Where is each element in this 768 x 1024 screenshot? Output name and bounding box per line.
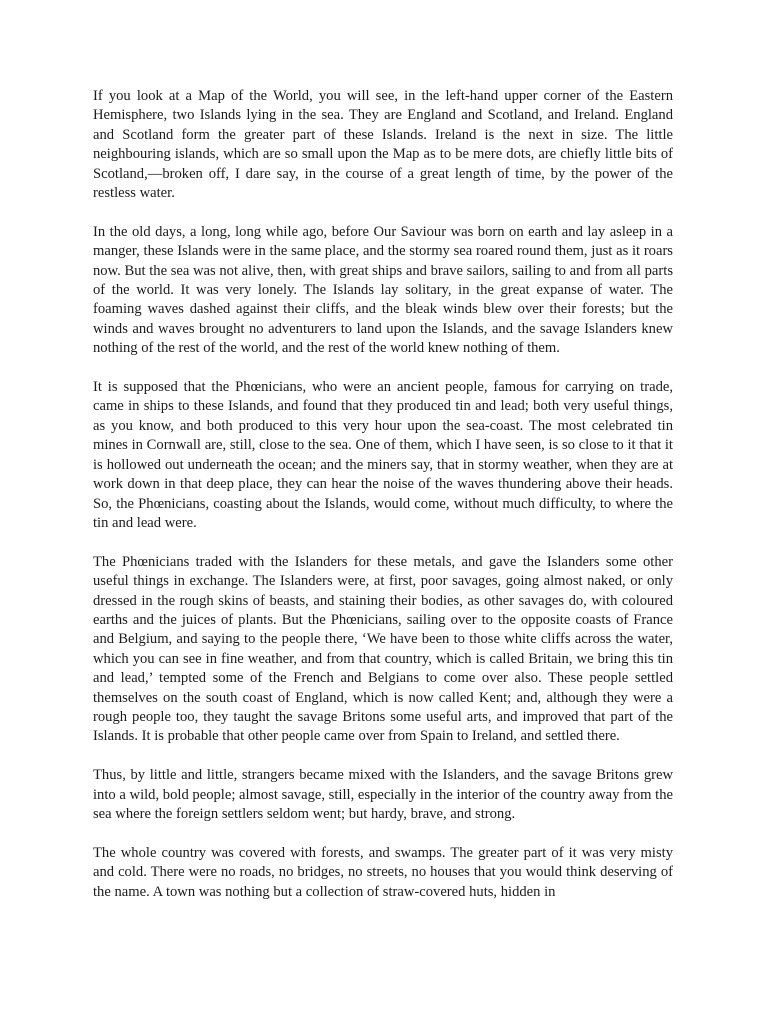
paragraph-map-of-world: If you look at a Map of the World, you will see, in the left-hand upper corner of the Eastern Hemisphere, two Islands lying in the sea. They are England and Scotland, and Ireland. England and Scotland form the greater part of these Islands. Ireland is the next in size. The little neighbouring islands, which are so small upon the Map as to be mere dots, are chiefly little bits of Scotland,—broken off, I dare say, in the course of a great length of time, by the power of the restless water. [93, 88, 673, 202]
document-page [93, 87, 673, 921]
paragraph-forests-swamps: The whole country was covered with forests, and swamps. The greater part of it was very misty and cold. There were no roads, no bridges, no streets, no houses that you would think deserving of the name. A town was nothing but a collection of straw-covered huts, hidden in [93, 844, 673, 900]
paragraph-phoenicians-trade: The Phœnicians traded with the Islanders for these metals, and gave the Islanders some other useful things in exchange. The Islanders were, at first, poor savages, going almost naked, or only dressed in the rough skins of beasts, and staining their bodies, as other savages do, with coloured earths and the juices of plants. But the Phœnicians, sailing over to the opposite coasts of France and Belgium, and saying to the people there, ‘We have been to those white cliffs across the water, which you can see in fine weather, and from that country, which is called Britain, we bring this tin and lead,’ tempted some of the French and Belgians to come over also. These people settled themselves on the south coast of England, which is now called Kent; and, although they were a rough people too, they taught the savage Britons some useful arts, and improved that part of the Islands. It is probable that other people came over from Spain to Ireland, and settled there. [93, 553, 673, 745]
paragraph-strangers-mixed: Thus, by little and little, strangers became mixed with the Islanders, and the savage Britons grew into a wild, bold people; almost savage, still, especially in the interior of the country away from the sea where the foreign settlers seldom went; but hardy, brave, and strong. [93, 767, 673, 822]
paragraph-old-days: In the old days, a long, long while ago, before Our Saviour was born on earth and lay asleep in a manger, these Islands were in the same place, and the stormy sea roared round them, just as it roars now. But the sea was not alive, then, with great ships and brave sailors, sailing to and from all parts of the world. It was very lonely. The Islands lay solitary, in the great expanse of water. The foaming waves dashed against their cliffs, and the bleak winds blew over their forests; but the winds and waves brought no adventurers to land upon the Islands, and the savage Islanders knew nothing of the rest of the world, and the rest of the world knew nothing of them. [93, 223, 673, 357]
paragraph-phoenicians-tin: It is supposed that the Phœnicians, who were an ancient people, famous for carrying on trade, came in ships to these Islands, and found that they produced tin and lead; both very useful things, as you know, and both produced to this very hour upon the sea-coast. The most celebrated tin mines in Cornwall are, still, close to the sea. One of them, which I have seen, is so close to it that it is hollowed out underneath the ocean; and the miners say, that in stormy weather, when they are at work down in that deep place, they can hear the noise of the waves thundering above their heads. So, the Phœnicians, coasting about the Islands, would come, without much difficulty, to where the tin and lead were. [93, 379, 673, 531]
